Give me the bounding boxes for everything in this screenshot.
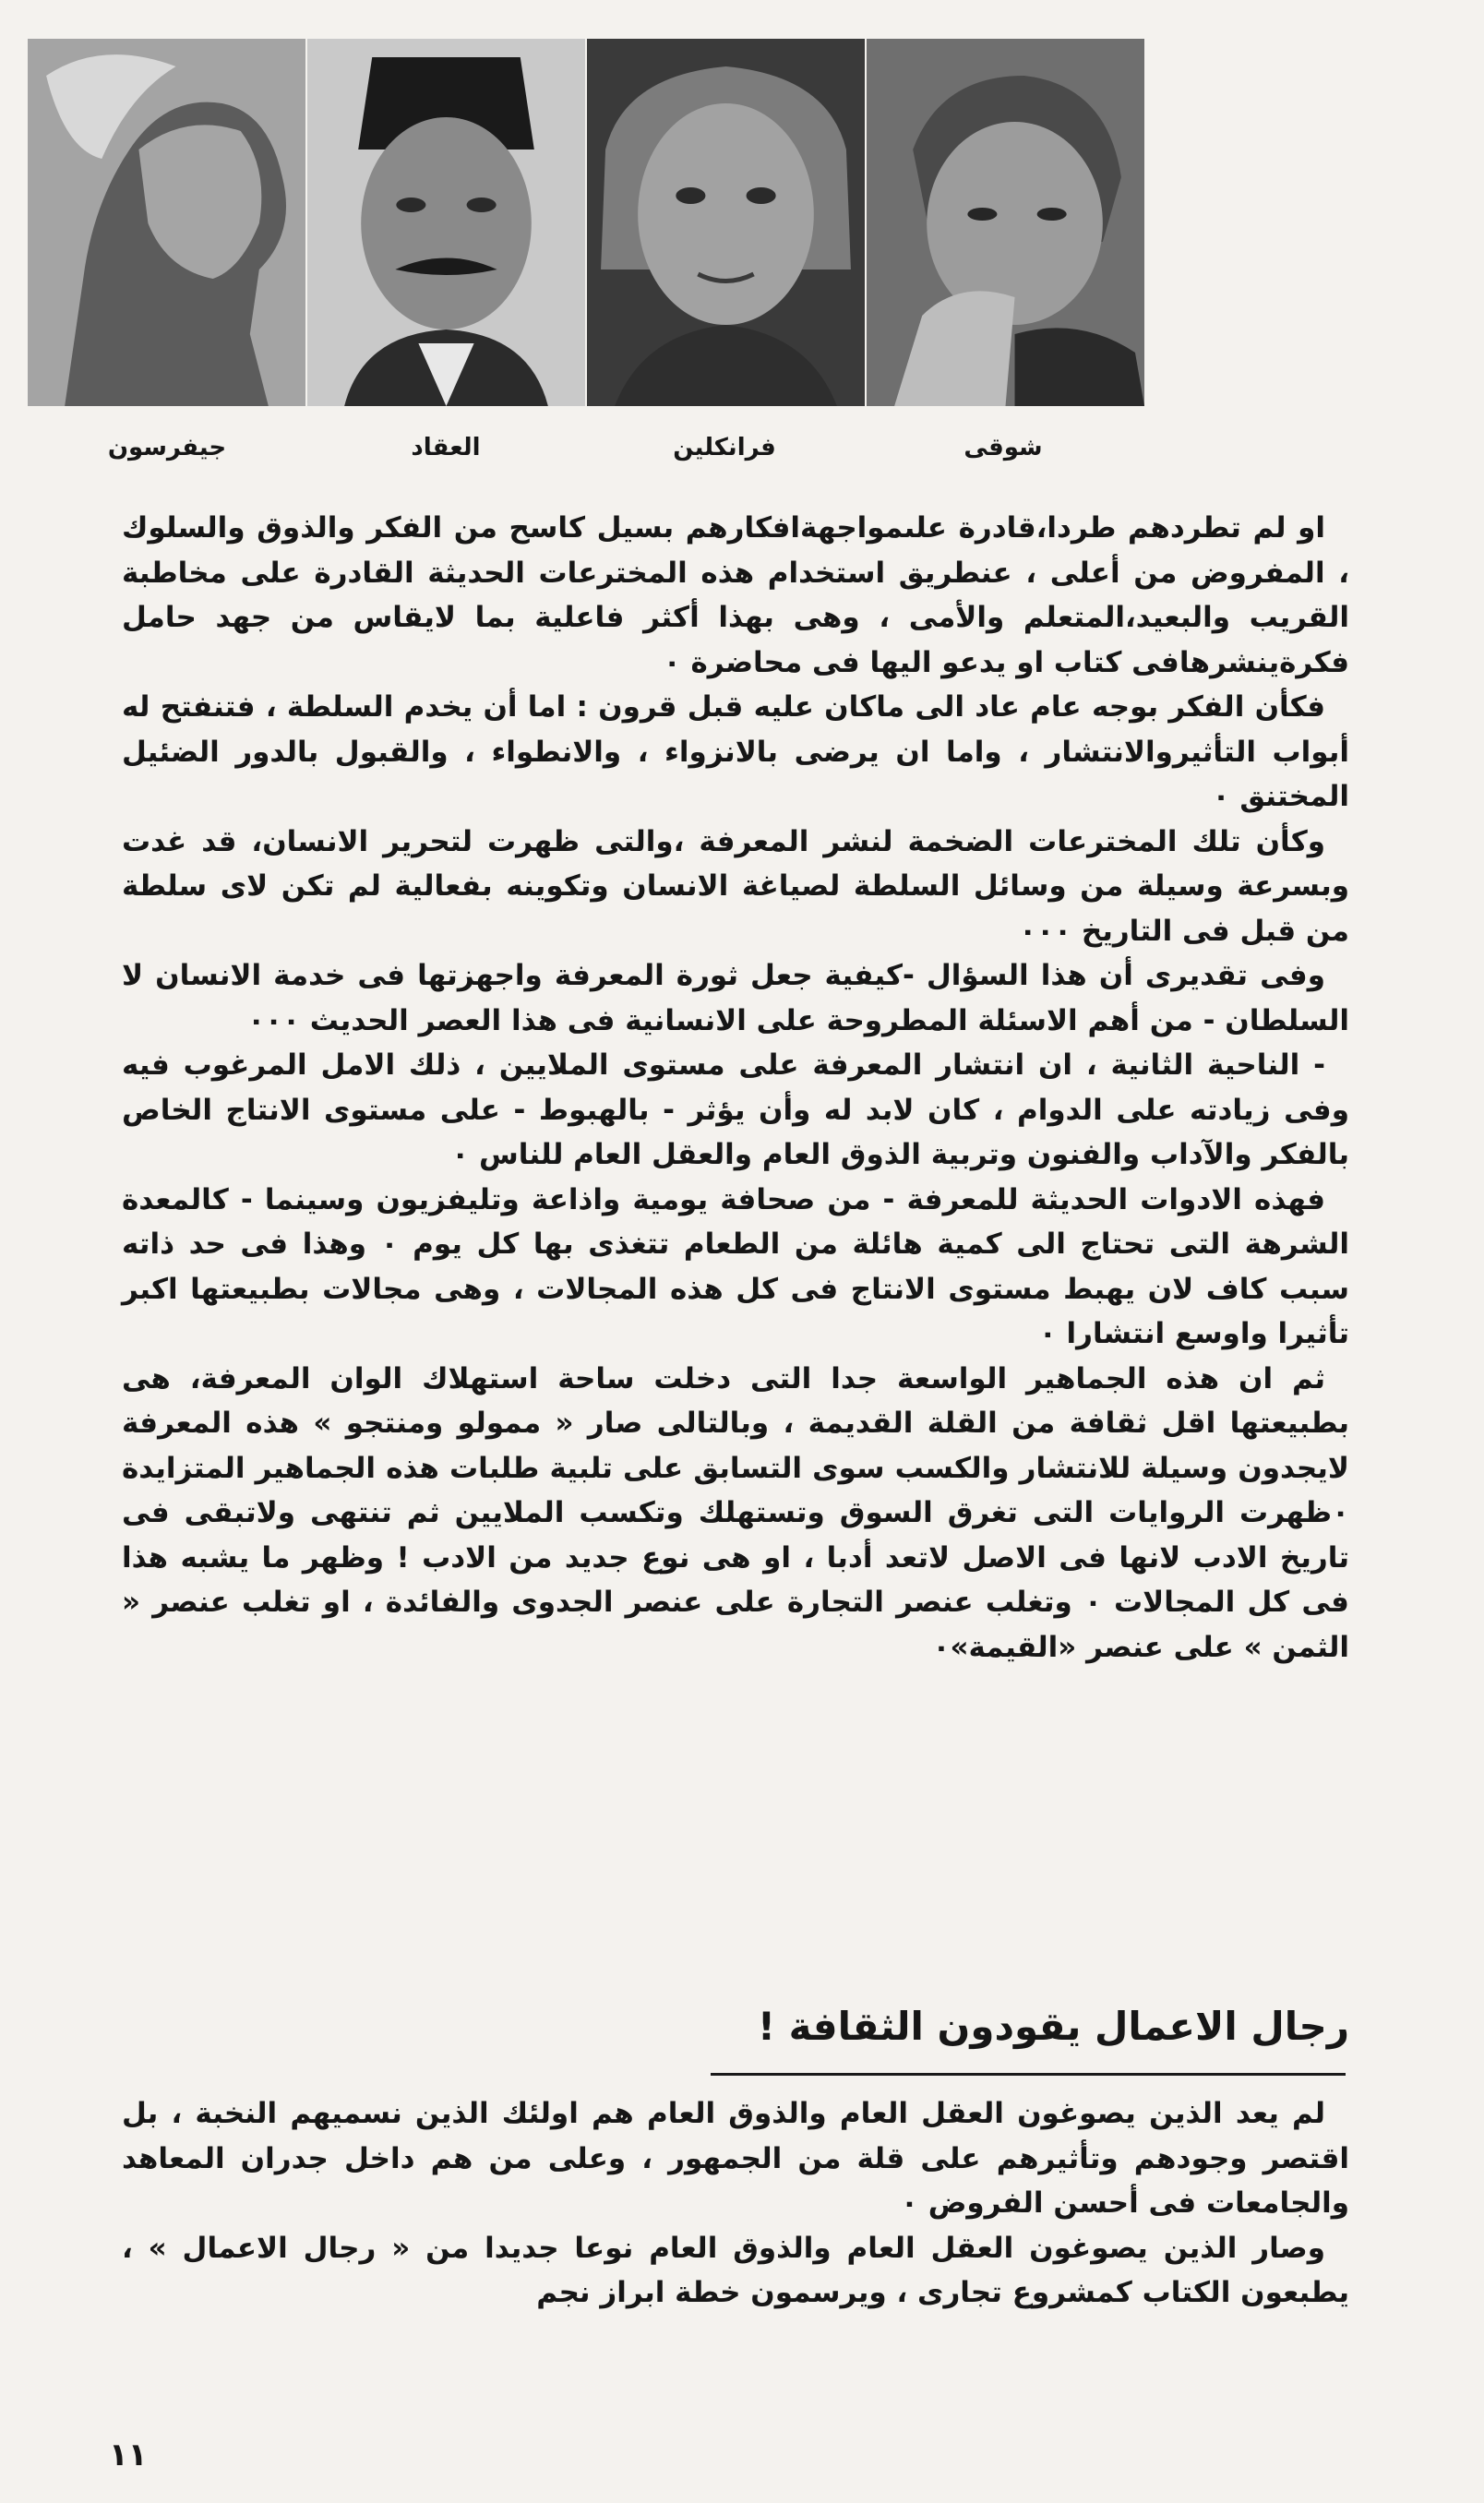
- caption-franklin: فرانكلين: [673, 434, 776, 461]
- portrait-franklin: [587, 39, 867, 406]
- page-number: ١١: [109, 2437, 148, 2473]
- paragraph: فكأن الفكر بوجه عام عاد الى ماكان عليه قبل قرون : اما أن يخدم السلطة ، فتنفتح له أبواب التأثيروالانتشار ، واما ان يرضى بالانزواء ، والانطواء ، والقبول بالدور الضئيل المختنق ٠: [122, 690, 1349, 813]
- paragraph: وكأن تلك المخترعات الضخمة لنشر المعرفة ،والتى ظهرت لتحرير الانسان، قد غدت وبسرعة وسيلة من وسائل السلطة لصياغة الانسان وتكوينه بفعالية لم تكن لاى سلطة من قبل فى التاريخ ٠٠٠: [122, 824, 1349, 948]
- caption-aqqad: العقاد: [411, 434, 481, 461]
- heading-underline: [711, 2073, 1346, 2076]
- section-heading: رجال الاعمال يقودون الثقافة !: [757, 2004, 1349, 2049]
- paragraph: او لم تطردهم طردا،قادرة علىمواجهةافكارهم بسيل كاسح من الفكر والذوق والسلوك ، المفروض من أعلى ، عنطريق استخدام هذه المخترعات الحديثة القادرة على مخاطبة القريب والبعيد،المتعلم والأمى ، وهى بهذا أكثر فاعلية بما لايقاس من جهد حامل فكرةينشرهافى كتاب او يدعو اليها فى محاضرة ٠: [122, 511, 1349, 679]
- caption-shawqi: شوقى: [963, 434, 1043, 461]
- portrait-jefferson: [28, 39, 307, 406]
- portrait-strip: [28, 39, 1144, 406]
- article-body: [122, 506, 1349, 1670]
- portrait-shawqi: [867, 39, 1144, 406]
- paragraph: فهذه الادوات الحديثة للمعرفة - من صحافة يومية واذاعة وتليفزيون وسينما - كالمعدة الشرهة التى تحتاج الى كمية هائلة من الطعام تتغذى بها كل يوم ٠ وهذا فى حد ذاته سبب كاف لان يهبط مستوى الانتاج فى كل هذه المجالات ، وهى مجالات بطبيعتها اكبر تأثيرا واوسع انتشارا ٠: [122, 1182, 1349, 1350]
- paragraph: - الناحية الثانية ، ان انتشار المعرفة على مستوى الملايين ، ذلك الامل المرغوب فيه وفى زيادته على الدوام ، كان لابد له وأن يؤثر - بالهبوط - على مستوى الانتاج الخاص بالفكر والآداب والفنون وتربية الذوق العام والعقل العام للناس ٠: [122, 1048, 1349, 1171]
- paragraph: وصار الذين يصوغون العقل العام والذوق العام نوعا جديدا من « رجال الاعمال » ، يطبعون الكتاب كمشروع تجارى ، ويرسمون خطة ابراز نجم: [122, 2231, 1349, 2309]
- caption-jefferson: جيفرسون: [107, 434, 227, 461]
- portrait-aqqad: [307, 39, 587, 406]
- paragraph: وفى تقديرى أن هذا السؤال -كيفية جعل ثورة المعرفة واجهزتها فى خدمة الانسان لا السلطان - من أهم الاسئلة المطروحة على الانسانية فى هذا العصر الحديث ٠٠٠: [122, 959, 1349, 1037]
- section-body: [122, 2091, 1349, 2316]
- portrait-captions: [28, 434, 1144, 471]
- paragraph: لم يعد الذين يصوغون العقل العام والذوق العام هم اولئك الذين نسميهم النخبة ، بل اقتصر وجودهم وتأثيرهم على قلة من الجمهور ، وعلى من هم داخل جدران المعاهد والجامعات فى أحسن الفروض ٠: [122, 2097, 1349, 2220]
- paragraph: ثم ان هذه الجماهير الواسعة جدا التى دخلت ساحة استهلاك الوان المعرفة، هى بطبيعتها اقل ثقافة من القلة القديمة ، وبالتالى صار « ممولو ومنتجو » هذه المعرفة لايجدون وسيلة للانتشار والكسب سوى التسابق على تلبية طلبات هذه الجماهير المتزايدة ٠ظهرت الروايات التى تغرق السوق وتستهلك وتكسب الملايين ثم تنتهى ولاتبقى فى تاريخ الادب لانها فى الاصل لاتعد أدبا ، او هى نوع جديد من الادب ! وظهر ما يشبه هذا فى كل المجالات ٠ وتغلب عنصر التجارة على عنصر الجدوى والفائدة ، او تغلب عنصر « الثمن » على عنصر «القيمة»٠: [122, 1361, 1349, 1664]
